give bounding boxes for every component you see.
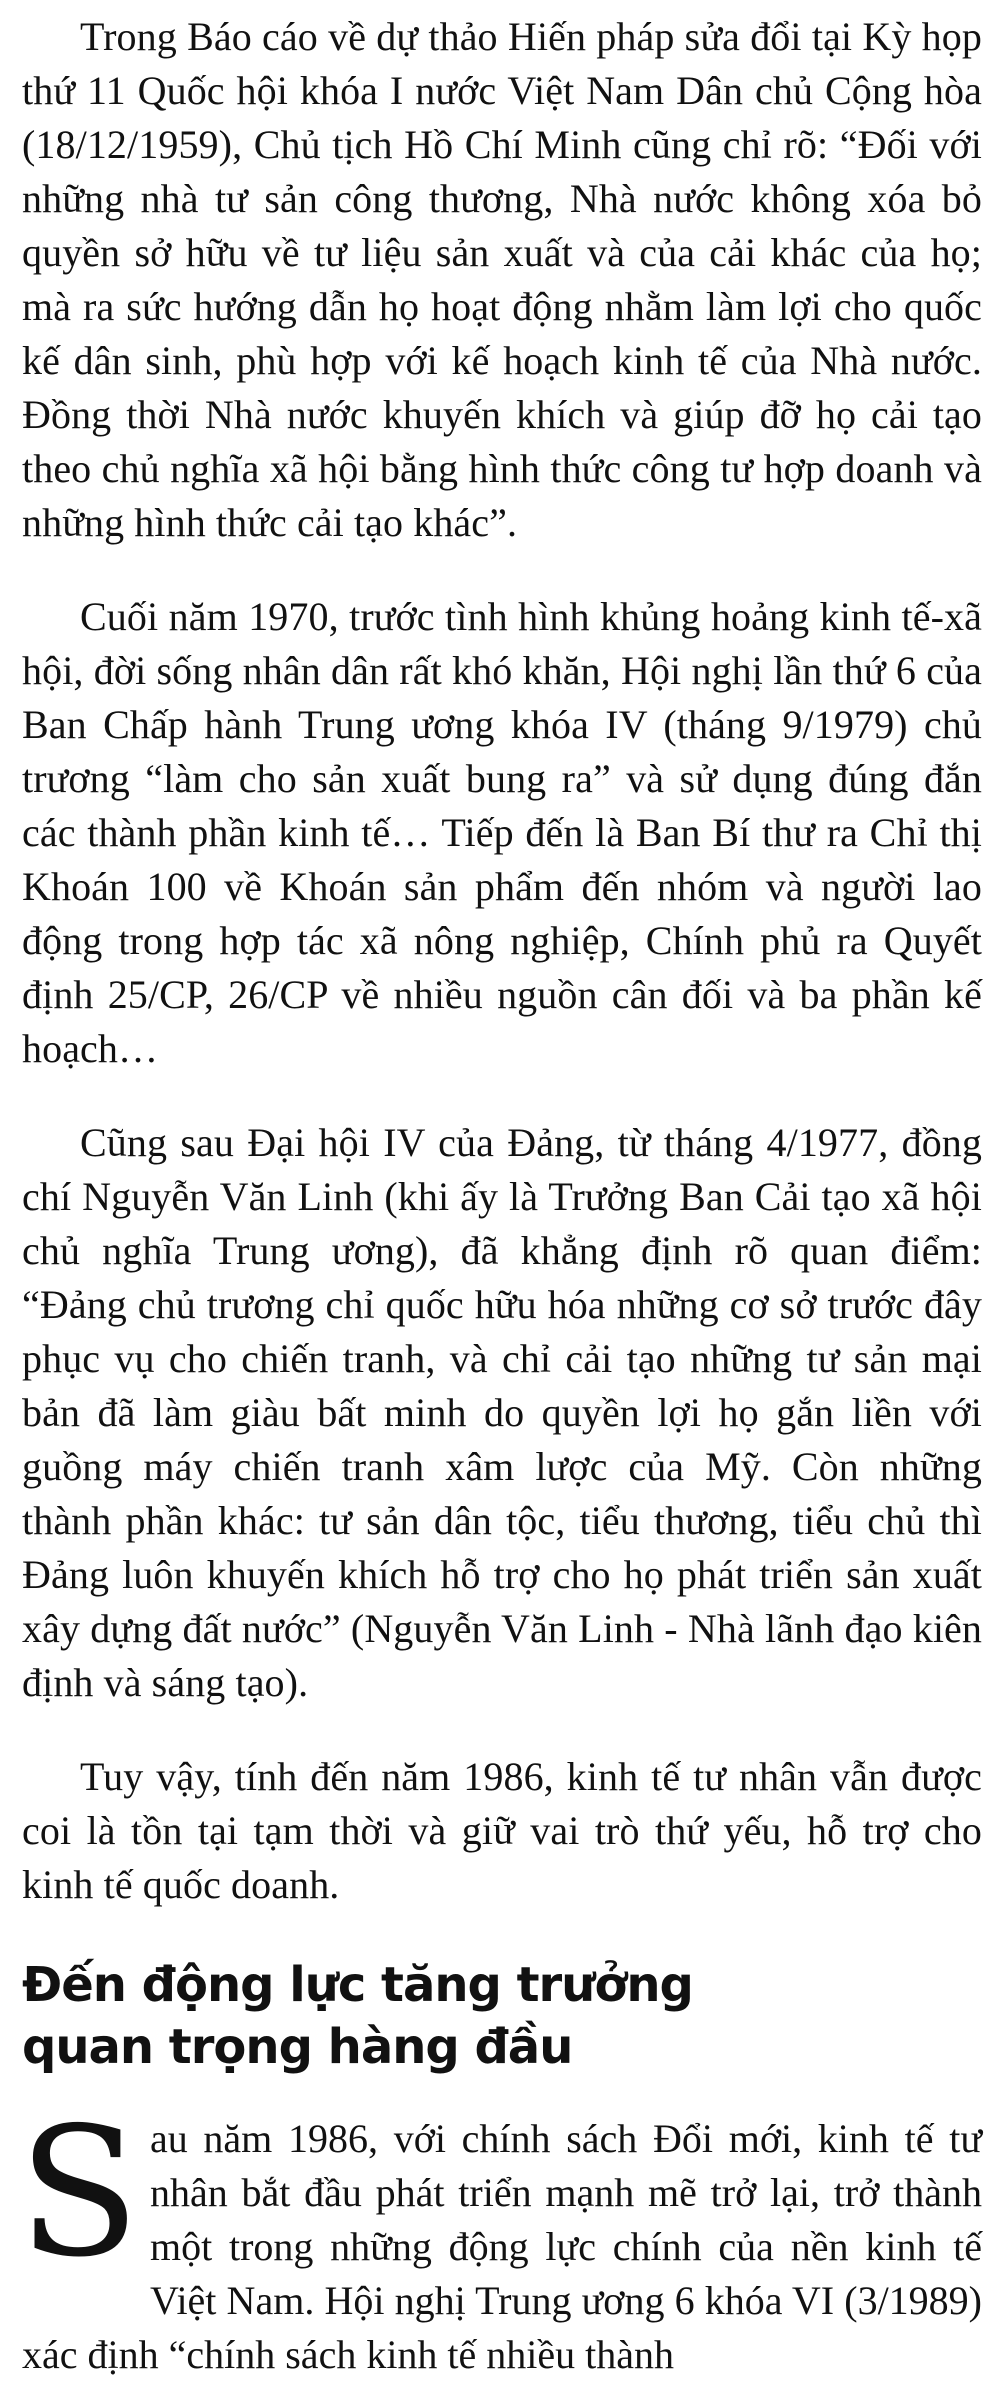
paragraph-2: Cuối năm 1970, trước tình hình khủng hoảng kinh tế-xã hội, đời sống nhân dân rất khó khăn, Hội nghị lần thứ 6 của Ban Chấp hành Trung ương khóa IV (tháng 9/1979) chủ trương “làm cho sản xuất bung ra” và sử dụng đúng đắn các thành phần kinh tế… Tiếp đến là Ban Bí thư ra Chỉ thị Khoán 100 về Khoán sản phẩm đến nhóm và người lao động trong hợp tác xã nông nghiệp, Chính phủ ra Quyết định 25/CP, 26/CP về nhiều nguồn cân đối và ba phần kế hoạch… [22, 594, 982, 1071]
drop-cap-letter: S [18, 2089, 140, 2296]
dropcap-paragraph [18, 2089, 982, 2382]
article-page [18, 0, 982, 2382]
section-heading [22, 1954, 982, 2078]
dropcap-paragraph-text: au năm 1986, với chính sách Đổi mới, kinh tế tư nhân bắt đầu phát triển mạnh mẽ trở lại, trở thành một trong những động lực chính của nền kinh tế Việt Nam. Hội nghị Trung ương 6 khóa VI (3/1989) xác định “chính sách kinh tế nhiều thành [22, 2116, 982, 2377]
section-heading-line-2: quan trọng hàng đầu [22, 2019, 573, 2075]
paragraph-3: Cũng sau Đại hội IV của Đảng, từ tháng 4/1977, đồng chí Nguyễn Văn Linh (khi ấy là Trưởng Ban Cải tạo xã hội chủ nghĩa Trung ương), đã khẳng định rõ quan điểm: “Đảng chủ trương chỉ quốc hữu hóa những cơ sở trước đây phục vụ cho chiến tranh, và chỉ cải tạo những tư sản mại bản đã làm giàu bất minh do quyền lợi họ gắn liền với guồng máy chiến tranh xâm lược của Mỹ. Còn những thành phần khác: tư sản dân tộc, tiểu thương, tiểu chủ thì Đảng luôn khuyến khích hỗ trợ cho họ phát triển sản xuất xây dựng đất nước” (Nguyễn Văn Linh - Nhà lãnh đạo kiên định và sáng tạo). [22, 1120, 982, 1705]
paragraph-1: Trong Báo cáo về dự thảo Hiến pháp sửa đổi tại Kỳ họp thứ 11 Quốc hội khóa I nước Việt Nam Dân chủ Cộng hòa (18/12/1959), Chủ tịch Hồ Chí Minh cũng chỉ rõ: “Đối với những nhà tư sản công thương, Nhà nước không xóa bỏ quyền sở hữu về tư liệu sản xuất và của cải khác của họ; mà ra sức hướng dẫn họ hoạt động nhằm làm lợi cho quốc kế dân sinh, phù hợp với kế hoạch kinh tế của Nhà nước. Đồng thời Nhà nước khuyến khích và giúp đỡ họ cải tạo theo chủ nghĩa xã hội bằng hình thức công tư hợp doanh và những hình thức cải tạo khác”. [22, 14, 982, 545]
section-heading-line-1: Đến động lực tăng trưởng [22, 1957, 693, 2013]
paragraph-4: Tuy vậy, tính đến năm 1986, kinh tế tư nhân vẫn được coi là tồn tại tạm thời và giữ vai trò thứ yếu, hỗ trợ cho kinh tế quốc doanh. [22, 1754, 982, 1907]
